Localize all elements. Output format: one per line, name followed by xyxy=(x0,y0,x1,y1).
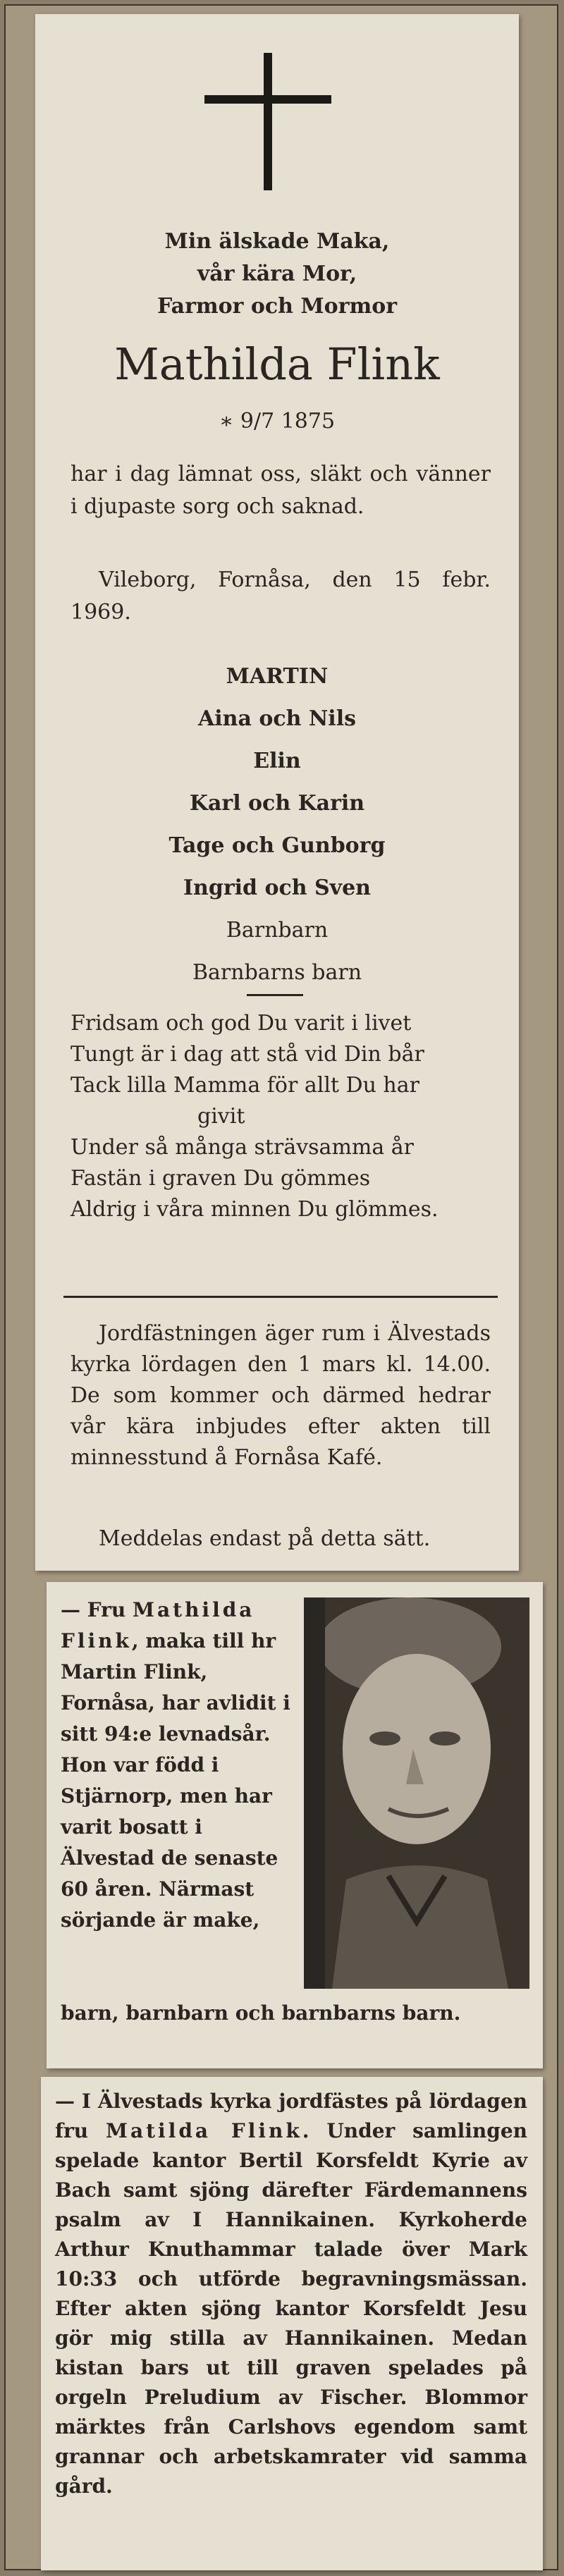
poem-line: Tungt är i dag att stå vid Din bår xyxy=(70,1042,424,1067)
death-announcement xyxy=(35,14,519,1571)
obituary-name: Mathilda Flink xyxy=(61,1598,255,1652)
greeting-line: vår kära Mor, xyxy=(197,262,357,286)
mourner: MARTIN xyxy=(226,664,329,689)
funeral-report xyxy=(55,2087,527,2501)
mourner: Barnbarn xyxy=(226,918,329,943)
greeting-line: Min älskade Maka, xyxy=(164,229,390,254)
footnote: Meddelas endast på detta sätt. xyxy=(99,1526,431,1551)
poem-line: Aldrig i våra minnen Du glömmes. xyxy=(70,1197,439,1222)
report-text: — I Älvestads kyrka jordfästes på lördagen fru xyxy=(55,2090,527,2142)
mourners-list xyxy=(35,656,519,994)
deceased-name: Mathilda Flink xyxy=(114,338,440,390)
divider xyxy=(63,1296,498,1298)
mourner: Karl och Karin xyxy=(189,791,365,816)
portrait-photo xyxy=(304,1597,529,1989)
obituary-tail: barn, barnbarn och barnbarns barn. xyxy=(61,2001,461,2025)
poem-line: Under så många strävsamma år xyxy=(70,1135,414,1160)
obituary-body: , maka till hr Martin Flink, Fornåsa, har avlidit i sitt 94:e levnadsår. Hon var född i Stjärnorp, men har varit bosatt i Älvestad de senaste 60 åren. Närmast sörjande är make, xyxy=(61,1629,290,1932)
mourner: Aina och Nils xyxy=(197,706,356,731)
greeting-line: Farmor och Mormor xyxy=(157,294,398,319)
cross-icon xyxy=(35,53,519,194)
mourner: Ingrid och Sven xyxy=(183,876,371,900)
mourner: Elin xyxy=(253,749,301,773)
memorial-poem xyxy=(70,1008,491,1225)
mourner: Tage och Gunborg xyxy=(168,833,386,858)
mourner: Barnbarns barn xyxy=(192,960,362,985)
announcement-text: har i dag lämnat oss, släkt och vänner i djupaste sorg och saknad. xyxy=(70,462,491,519)
funeral-report-clipping xyxy=(41,2077,543,2570)
poem-line: givit xyxy=(197,1104,245,1129)
birth-date: ∗ 9/7 1875 xyxy=(219,409,336,434)
report-text: . Under samlingen spelade kantor Bertil Korsfeldt Kyrie av Bach samt sjöng därefter Färdemannens psalm av I Hannikainen. Kyrkoherde Arthur Knuthammar talade över Mark 10:33 och utförde begravningsmässan. Efter akten sjöng kantor Korsfeldt Jesu gör mig stilla av Hannikainen. Medan kistan bars ut till graven spelades på orgeln Preludium av Fischer. Blommor märktes från Carlshovs egendom samt grannar och arbetskamrater vid samma gård. xyxy=(55,2119,527,2498)
poem-line: Tack lilla Mamma för allt Du har xyxy=(70,1073,419,1098)
poem-line: Fastän i graven Du gömmes xyxy=(70,1166,371,1191)
funeral-notice: Jordfästningen äger rum i Älvestads kyrka lördagen den 1 mars kl. 14.00. De som kommer och därmed hedrar vår kära inbjudes efter akten till minnesstund å Fornåsa Kafé. xyxy=(70,1321,491,1470)
place-date: Vileborg, Fornåsa, den 15 febr. 1969. xyxy=(70,568,491,625)
report-name: Matilda Flink xyxy=(105,2119,302,2142)
obituary-clipping xyxy=(47,1582,543,2068)
greeting xyxy=(35,226,519,323)
poem-line: Fridsam och god Du varit i livet xyxy=(70,1011,412,1036)
obituary-lead: — Fru xyxy=(61,1598,126,1621)
divider xyxy=(247,994,303,996)
obituary-text xyxy=(61,1595,293,1936)
scan-frame xyxy=(4,4,558,2570)
